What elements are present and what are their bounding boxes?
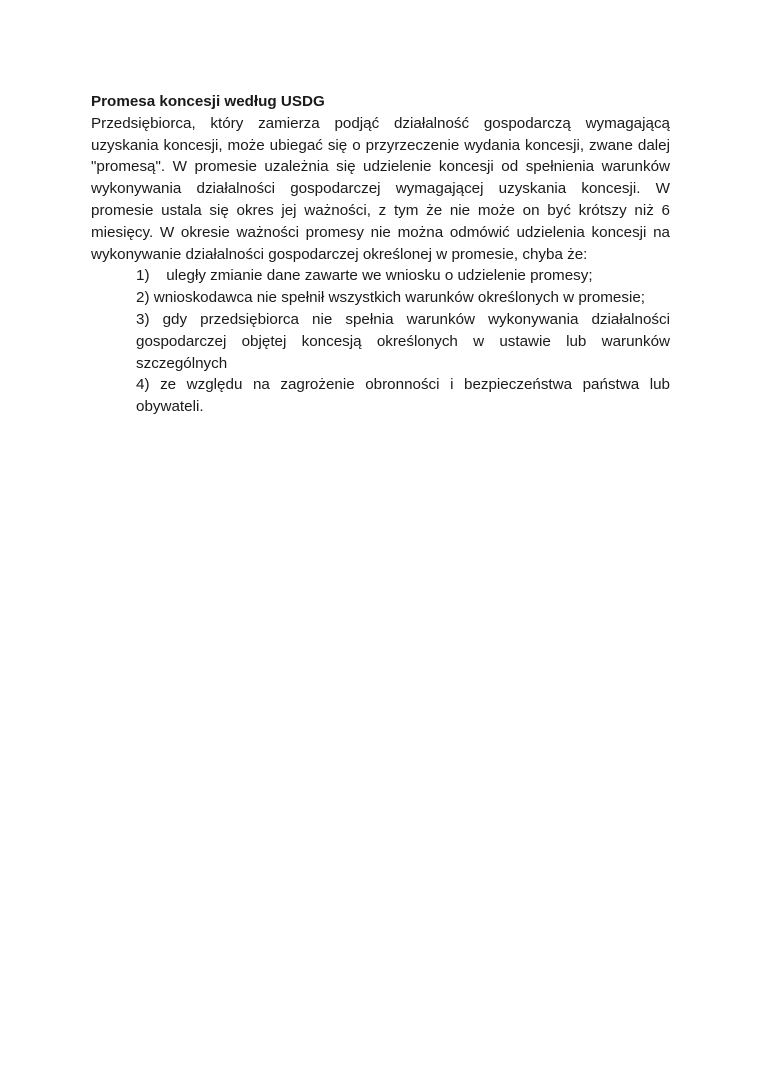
list-item-number: 1) (136, 267, 150, 285)
list-item (136, 287, 670, 309)
list-item (136, 374, 670, 418)
list-item-number: 3) (136, 310, 150, 328)
document-body (91, 91, 670, 418)
list-item-text: uległy zmianie dane zawarte we wniosku o udzielenie promesy; (166, 267, 593, 285)
list-item-number: 4) (136, 376, 150, 394)
list-item (136, 265, 670, 287)
list-item-number: 2) (136, 289, 150, 307)
list-item-text: wnioskodawca nie spełnił wszystkich warunków określonych w promesie; (153, 289, 646, 307)
list-item (136, 309, 670, 374)
list-item-text: gdy przedsiębiorca nie spełnia warunków wykonywania działalności gospodarczej objętej koncesją określonych w ustawie lub warunków szczególnych (136, 310, 670, 372)
intro-paragraph: Przedsiębiorca, który zamierza podjąć działalność gospodarczą wymagającą uzyskania koncesji, może ubiegać się o przyrzeczenie wydania koncesji, zwane dalej "promesą". W promesie uzależnia się udzielenie koncesji od spełnienia warunków wykonywania działalności gospodarczej wymagającej uzyskania koncesji. W promesie ustala się okres jej ważności, z tym że nie może on być krótszy niż 6 miesięcy. W okresie ważności promesy nie można odmówić udzielenia koncesji na wykonywanie działalności gospodarczej określonej w promesie, chyba że: (91, 114, 670, 263)
exceptions-list (136, 265, 670, 418)
document-title: Promesa koncesji według USDG (91, 93, 325, 110)
list-item-text: ze względu na zagrożenie obronności i bezpieczeństwa państwa lub obywateli. (136, 376, 670, 416)
